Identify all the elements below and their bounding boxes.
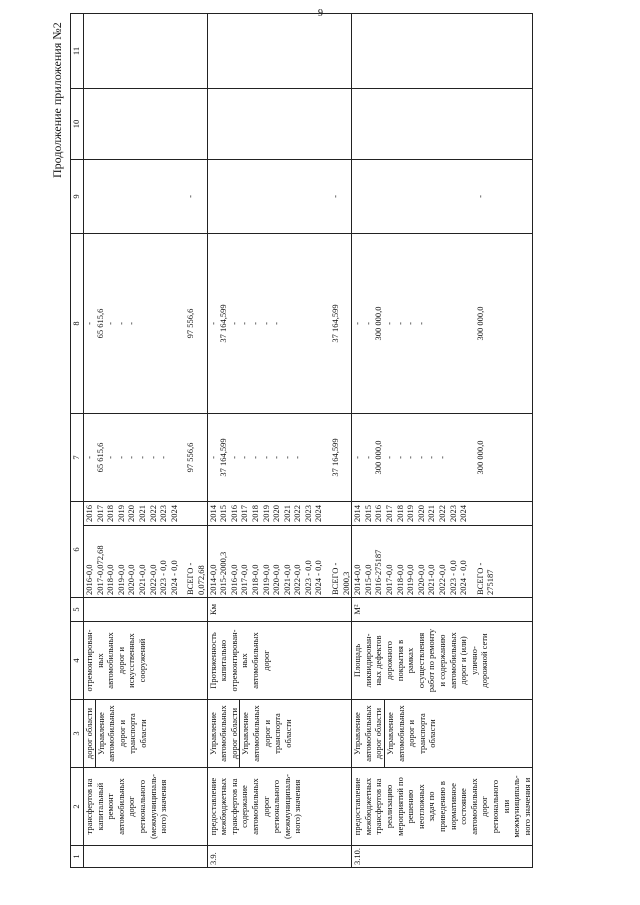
value-8: -	[126, 322, 137, 325]
value-8: -	[260, 322, 271, 325]
total-c8: 97 556,6	[185, 308, 196, 339]
year: 2019	[260, 505, 271, 522]
value-7: -	[437, 456, 447, 459]
table-row	[207, 14, 352, 868]
target-value: 2021-0,0	[136, 564, 147, 595]
col-header-3: 3	[71, 700, 84, 768]
value-column-10	[352, 89, 533, 160]
year: 2021	[281, 505, 292, 522]
row-number: 3.10.	[352, 846, 533, 868]
year: 2016	[228, 505, 239, 522]
year: 2020	[126, 505, 137, 522]
value-column-9	[84, 160, 208, 234]
col-header-2: 2	[71, 768, 84, 846]
value-7	[448, 416, 459, 499]
value-7: -	[260, 456, 271, 459]
year: 2023	[447, 505, 458, 522]
year-list	[207, 502, 352, 526]
year: 2018	[105, 505, 116, 522]
unit-of-measure: Км	[207, 598, 352, 622]
value-7: -	[292, 456, 303, 459]
value-7: -	[158, 456, 169, 459]
target-value: 2020-0,0	[271, 564, 282, 595]
value-column-10	[207, 89, 352, 160]
target-value: 2017-0,0	[239, 564, 250, 595]
table-body	[84, 14, 533, 868]
value-8: -	[394, 322, 405, 325]
col-header-4: 4	[71, 622, 84, 700]
year: 2022	[437, 505, 447, 522]
total-9: -	[185, 195, 196, 198]
total-9: -	[330, 195, 341, 198]
year: 2017	[239, 505, 250, 522]
value-8	[303, 236, 314, 411]
target-value: 2023 - 0,0	[302, 560, 313, 595]
year: 2016	[84, 505, 94, 522]
value-8: -	[84, 322, 94, 325]
year: 2020	[271, 505, 282, 522]
value-column-8	[84, 234, 208, 414]
value-8	[458, 236, 469, 411]
value-7: -	[415, 456, 426, 459]
indicator-name: отремонтирован- ных автомобильных дорог и искусственных сооружений	[84, 622, 208, 700]
year: 2022	[292, 505, 303, 522]
value-column-8	[207, 234, 352, 414]
year: 2014	[352, 505, 363, 522]
value-8	[313, 236, 324, 411]
value-8	[448, 236, 459, 411]
col-header-11: 11	[71, 14, 84, 89]
year: 2015	[362, 505, 373, 522]
value-7: -	[228, 456, 239, 459]
table-row	[352, 14, 533, 868]
rotated-table-container	[70, 34, 605, 868]
value-7: -	[426, 456, 437, 459]
spacer	[352, 162, 475, 231]
value-column-8	[352, 234, 533, 414]
target-value: 2020-0,0	[415, 564, 426, 595]
year: 2021	[426, 505, 437, 522]
row-number: 3.9.	[207, 846, 352, 868]
total-label: ВСЕГО - 0,072,68	[185, 562, 206, 595]
target-values	[84, 526, 208, 598]
value-8	[437, 236, 448, 411]
year: 2017	[94, 505, 105, 522]
responsible-executor	[84, 700, 208, 768]
continuation-caption: Продолжение приложения №2	[50, 22, 64, 178]
event-name: предоставление межбюджетных трансфертов на содержание автомобильных дорог регионального (межмуниципаль- ного) значения	[207, 768, 352, 846]
target-value: 2014-0,0	[352, 564, 363, 595]
spacer	[208, 162, 331, 231]
target-value: 2017-0,0	[384, 564, 395, 595]
target-value: 2019-0,0	[115, 564, 126, 595]
col-header-8: 8	[71, 234, 84, 414]
total-label: ВСЕГО - 275187	[474, 562, 496, 595]
year: 2021	[136, 505, 147, 522]
year: 2019	[405, 505, 416, 522]
total-c7: 37 164,599	[330, 438, 341, 477]
header-row	[71, 14, 84, 868]
target-value: 2022-0,0	[437, 564, 447, 595]
unit-of-measure	[84, 598, 208, 622]
executor-entry: Управление автомобильных дорог области	[352, 700, 385, 767]
col-header-7: 7	[71, 414, 84, 502]
target-value: 2018-0,0	[249, 564, 260, 595]
value-7: 37 164,599	[218, 438, 229, 477]
year: 2018	[249, 505, 260, 522]
target-value: 2017-0,072,68	[94, 545, 105, 595]
target-value: 2024 - 0,0	[313, 560, 324, 595]
target-value: 2022-0,0	[147, 564, 158, 595]
year-list	[352, 502, 533, 526]
executor-entry: Управление автомобильных дорог и транспорта области	[385, 705, 438, 762]
year: 2024	[168, 505, 179, 522]
value-7: 300 000,0	[373, 440, 384, 475]
value-8: -	[384, 322, 395, 325]
value-column-7	[352, 414, 533, 502]
target-value: 2021-0,0	[281, 564, 292, 595]
page-number: 9	[318, 8, 323, 19]
target-value: 2024 - 0,0	[168, 560, 179, 595]
value-7: -	[384, 456, 395, 459]
indicator-name: Протяженность капитально отремонтирован- ных автомобильных дорог	[207, 622, 352, 700]
target-value: 2019-0,0	[260, 564, 271, 595]
value-8: 65 615,6	[94, 308, 105, 339]
value-7: -	[239, 456, 250, 459]
value-7: -	[136, 456, 147, 459]
target-value: 2022-0,0	[292, 564, 303, 595]
target-value: 2020-0,0	[126, 564, 137, 595]
spacer	[84, 162, 185, 231]
value-7: -	[405, 456, 416, 459]
target-value: 2015-2000,3	[218, 551, 229, 595]
row-number	[84, 846, 208, 868]
value-column-7	[84, 414, 208, 502]
value-7: -	[281, 456, 292, 459]
value-8	[169, 236, 180, 411]
target-value: 2023 - 0,0	[447, 560, 458, 595]
table-row	[84, 14, 208, 868]
col-header-5: 5	[71, 598, 84, 622]
value-8	[158, 236, 169, 411]
executor-entry: Управление автомобильных дорог и транспорта области	[240, 705, 293, 762]
value-8	[426, 236, 437, 411]
target-values	[207, 526, 352, 598]
year: 2024	[458, 505, 469, 522]
year: 2015	[218, 505, 229, 522]
value-8: -	[362, 322, 373, 325]
value-8: -	[207, 322, 218, 325]
value-8: -	[228, 322, 239, 325]
responsible-executor	[352, 700, 533, 768]
value-8: -	[115, 322, 126, 325]
value-7	[313, 416, 324, 499]
year: 2023	[302, 505, 313, 522]
year: 2019	[115, 505, 126, 522]
value-8: 300 000,0	[373, 306, 384, 341]
target-value: 2016-0,0	[84, 564, 94, 595]
value-8: -	[105, 322, 116, 325]
value-7: -	[84, 456, 94, 459]
value-column-9	[207, 160, 352, 234]
year: 2023	[158, 505, 169, 522]
event-name: трансфертов на капитальный ремонт автомобильных дорог регионального (межмуниципаль- ного) значения	[84, 768, 208, 846]
value-7	[169, 416, 180, 499]
target-value: 2023 - 0,0	[158, 560, 169, 595]
value-7: -	[249, 456, 260, 459]
target-values	[352, 526, 533, 598]
value-8	[282, 236, 293, 411]
value-8: -	[271, 322, 282, 325]
col-header-6: 6	[71, 502, 84, 598]
target-value: 2019-0,0	[405, 564, 416, 595]
total-c8: 37 164,599	[330, 304, 341, 343]
total-c7: 97 556,6	[185, 442, 196, 473]
indicator-name: Площадь ликвидирован- ных дефектов дорожного покрытия в рамках осуществления работ по ремонту и содержанию автомобильных дорог и (или) улично- дорожной сети	[352, 622, 533, 700]
unit-of-measure: М²	[352, 598, 533, 622]
target-value: 2016-0,0	[228, 564, 239, 595]
value-7: -	[105, 456, 116, 459]
year: 2017	[384, 505, 395, 522]
value-7: -	[352, 456, 363, 459]
value-column-11	[84, 14, 208, 89]
value-8	[292, 236, 303, 411]
program-table	[70, 13, 533, 868]
executor-entry: Управление автомобильных дорог области	[208, 700, 241, 767]
value-7: -	[126, 456, 137, 459]
event-name: предоставление межбюджетных трансфертов на реализацию мероприятий по решению неотложных задач по приведению в нормативное состояние автомобильных дорог регионального или межмуниципаль- ного значения и	[352, 768, 533, 846]
year: 2020	[415, 505, 426, 522]
target-value: 2016-275187	[373, 549, 384, 595]
value-8: -	[249, 322, 260, 325]
year: 2018	[394, 505, 405, 522]
col-header-9: 9	[71, 160, 84, 234]
target-value: 2018-0,0	[105, 564, 116, 595]
total-9: -	[474, 195, 485, 198]
value-7: -	[271, 456, 282, 459]
value-7: 65 615,6	[94, 442, 105, 473]
value-column-11	[352, 14, 533, 89]
year: 2014	[207, 505, 218, 522]
col-header-10: 10	[71, 89, 84, 160]
value-8: 37 164,599	[218, 304, 229, 343]
value-7	[303, 416, 314, 499]
value-7: -	[115, 456, 126, 459]
value-8: -	[405, 322, 416, 325]
target-value: 2014-0,0	[207, 564, 218, 595]
total-label: ВСЕГО - 2000,3	[330, 562, 351, 595]
value-8	[137, 236, 148, 411]
value-7: -	[394, 456, 405, 459]
value-7	[458, 416, 469, 499]
value-column-7	[207, 414, 352, 502]
value-column-11	[207, 14, 352, 89]
value-8: -	[239, 322, 250, 325]
year-list	[84, 502, 208, 526]
value-7: -	[207, 456, 218, 459]
year: 2024	[313, 505, 324, 522]
col-header-1: 1	[71, 846, 84, 868]
target-value: 2015-0,0	[362, 564, 373, 595]
responsible-executor	[207, 700, 352, 768]
value-8: -	[352, 322, 363, 325]
value-8	[148, 236, 159, 411]
target-value: 2021-0,0	[426, 564, 437, 595]
target-value: 2024 - 0,0	[458, 560, 469, 595]
total-c8: 300 000,0	[474, 306, 485, 341]
value-7: -	[362, 456, 373, 459]
value-8: -	[415, 322, 426, 325]
value-7: -	[147, 456, 158, 459]
total-c7: 300 000,0	[474, 440, 485, 475]
value-column-9	[352, 160, 533, 234]
target-value: 2018-0,0	[394, 564, 405, 595]
executor-entry: Управление автомобильных дорог и транспорта области	[95, 705, 148, 762]
value-column-10	[84, 89, 208, 160]
executor-entry: дорог области	[84, 700, 96, 767]
year: 2016	[373, 505, 384, 522]
year: 2022	[147, 505, 158, 522]
